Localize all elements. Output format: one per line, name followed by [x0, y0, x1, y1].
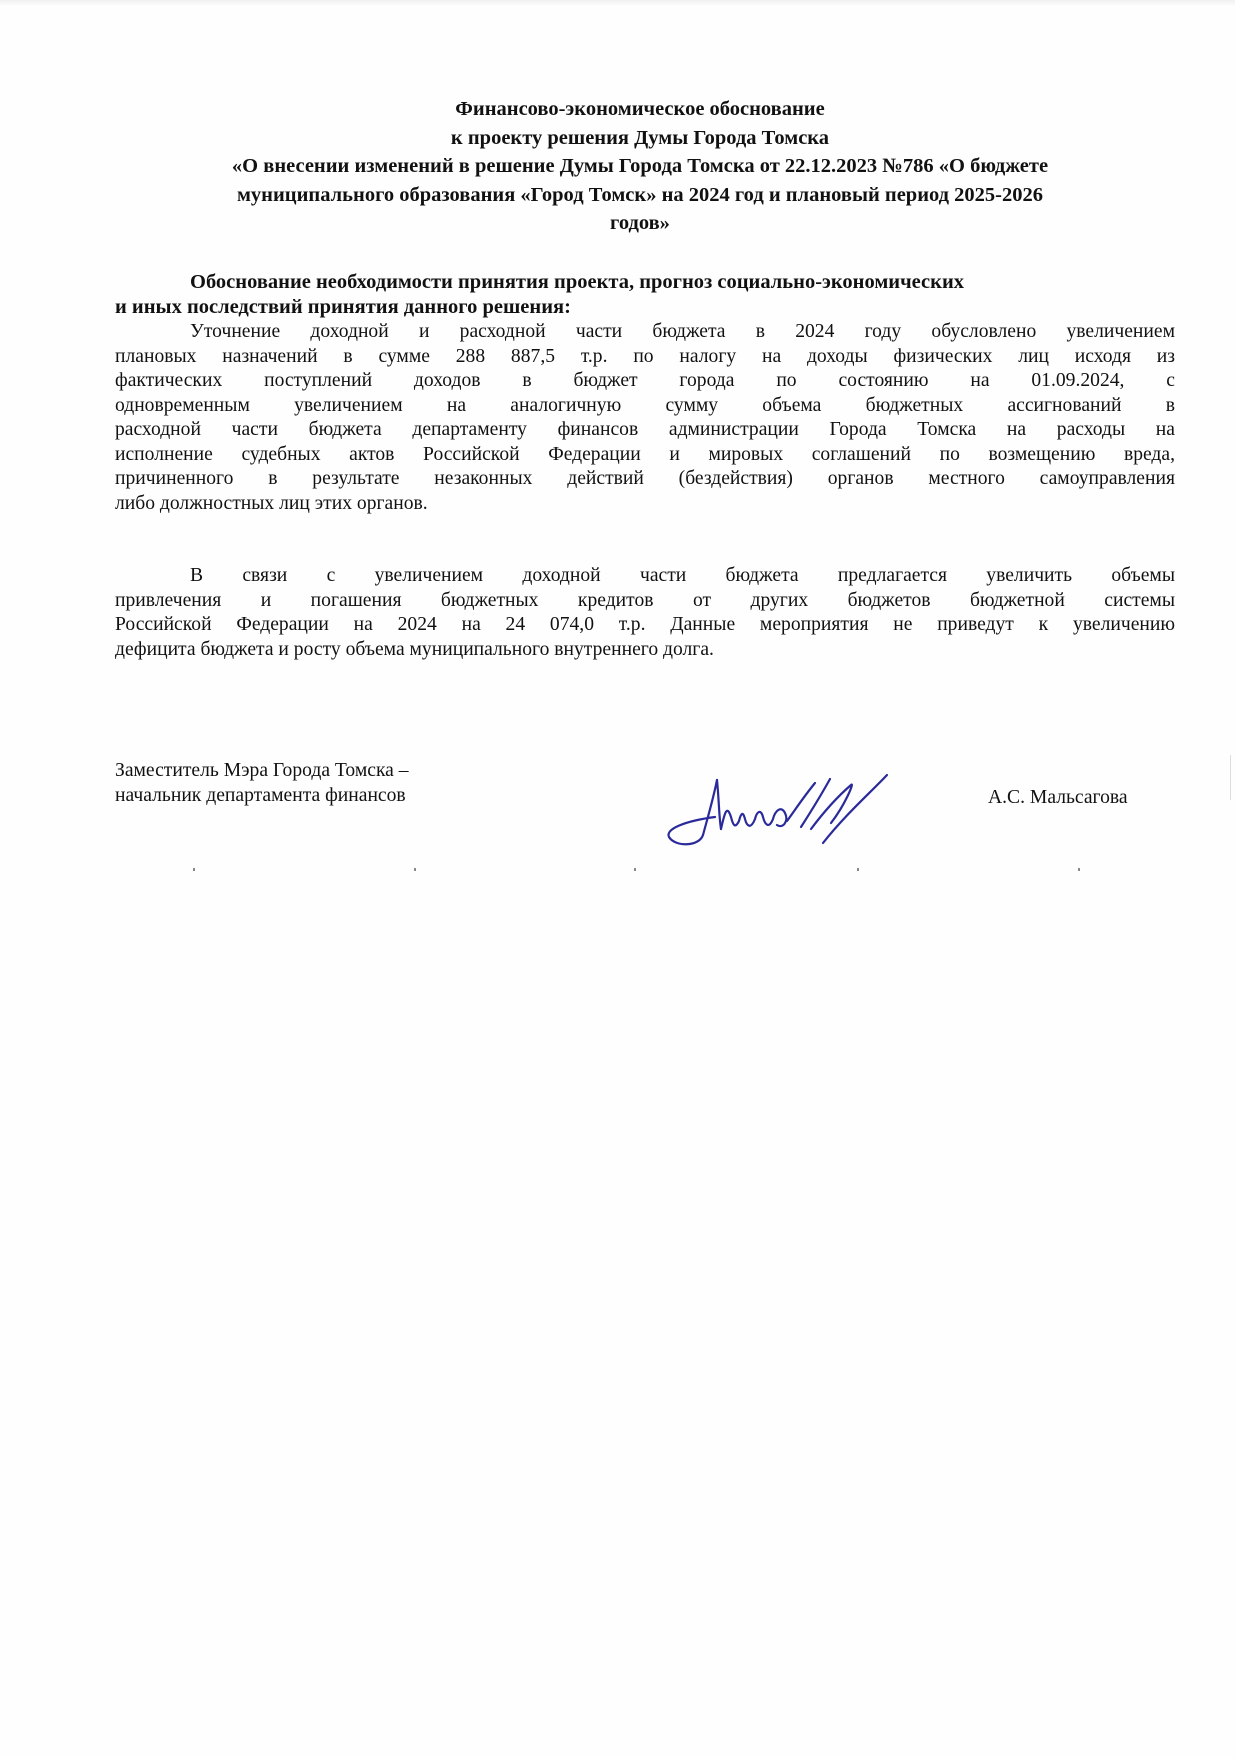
text-line: плановых назначений в сумме 288 887,5 т.р. по налогу на доходы физических лиц исходя из [115, 345, 1175, 367]
heading-line: Обоснование необходимости принятия проекта, прогноз социально-экономических [190, 271, 965, 293]
section-heading [115, 270, 1175, 319]
scan-edge [0, 0, 1235, 6]
title-line: «О внесении изменений в решение Думы Города Томска от 22.12.2023 №786 «О бюджете [231, 155, 1049, 177]
text-line: одновременным увеличением на аналогичную сумму объема бюджетных ассигнований в [115, 394, 1175, 416]
text-line: фактических поступлений доходов в бюджет города по состоянию на 01.09.2024, с [115, 370, 1175, 391]
text-line: либо должностных лиц этих органов. [115, 492, 428, 514]
position-line: Заместитель Мэра Города Томска – [115, 760, 409, 781]
text-line: Уточнение доходной и расходной части бюджета в 2024 году обусловлено увеличением [190, 321, 1175, 342]
document-title [105, 95, 1175, 238]
heading-line: и иных последствий принятия данного решения: [115, 295, 571, 318]
title-line: Финансово-экономическое обоснование [455, 98, 825, 120]
text-line: расходной части бюджета департаменту финансов администрации Города Томска на расходы на [115, 419, 1175, 440]
text-line: дефицита бюджета и росту объема муниципального внутреннего долга. [115, 638, 714, 660]
text-line: привлечения и погашения бюджетных кредитов от других бюджетов бюджетной системы [115, 589, 1175, 611]
paragraph-budget-adjustment [115, 320, 1175, 516]
handwritten-signature-icon [655, 755, 925, 855]
text-line: В связи с увеличением доходной части бюджета предлагается увеличить объемы [190, 565, 1175, 586]
text-line: исполнение судебных актов Российской Федерации и мировых соглашений по возмещению вреда, [115, 443, 1175, 465]
title-line: годов» [610, 212, 670, 234]
paragraph-credits [115, 564, 1175, 662]
title-line: муниципального образования «Город Томск» на 2024 год и плановый период 2025-2026 [236, 183, 1044, 206]
text-line: Российской Федерации на 2024 на 24 074,0 т.р. Данные мероприятия не приведут к увеличению [115, 614, 1175, 635]
signatory-name: А.С. Мальсагова [988, 787, 1128, 808]
title-line: к проекту решения Думы Города Томска [450, 126, 830, 149]
position-line: начальник департамента финансов [115, 785, 406, 806]
scan-dots [0, 868, 1235, 872]
signatory-position [115, 758, 409, 808]
text-line: причиненного в результате незаконных действий (бездействия) органов местного самоуправления [115, 468, 1175, 489]
scan-edge-mark [1230, 755, 1231, 800]
